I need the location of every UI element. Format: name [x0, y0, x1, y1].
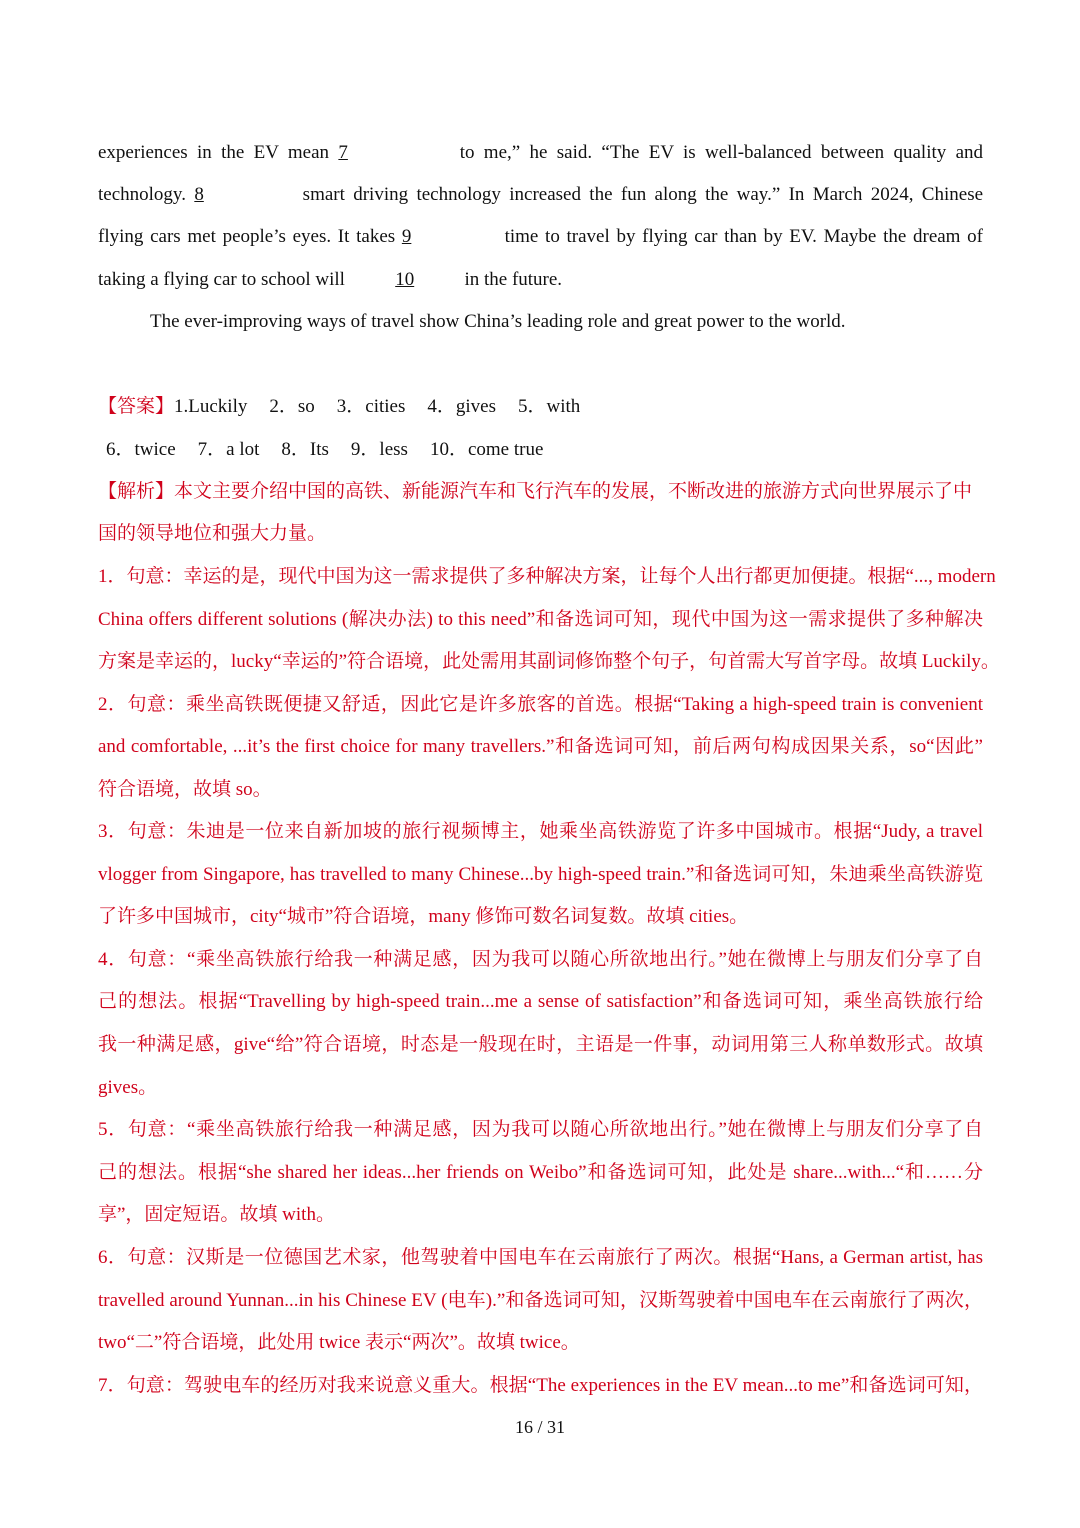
- analysis-line-8: 符合语境，故填 so。: [98, 779, 272, 800]
- answer-item: 7．a lot: [197, 439, 260, 460]
- analysis-line-10: vlogger from Singapore, has travelled to many Chinese...by high-speed train.”和备选词可知，朱迪乘坐高铁游览: [98, 864, 983, 885]
- analysis-text: 本文主要介绍中国的高铁、新能源汽车和飞行汽车的发展，不断改进的旅游方式向世界展示了中: [174, 481, 973, 502]
- analysis-line-9: 3．句意：朱迪是一位来自新加坡的旅行视频博主，她乘坐高铁游览了许多中国城市。根据“Judy, a travel: [98, 821, 983, 842]
- answer-item: 5．with: [518, 396, 581, 417]
- analysis-line-4: China offers different solutions (解决办法) to this need”和备选词可知，现代中国为这一需求提供了多种解决: [98, 609, 983, 630]
- answer-item: 2．so: [269, 396, 315, 417]
- passage-line-3: [98, 225, 983, 249]
- analysis-line-5: 方案是幸运的，lucky“幸运的”符合语境，此处需用其副词修饰整个句子，句首需大写首字母。故填 Luckily。: [98, 651, 1000, 672]
- answer-item: 3．cities: [336, 396, 406, 417]
- answer-item: 10．come true: [429, 439, 544, 460]
- analysis-line-17: 己的想法。根据“she shared her ideas...her friends on Weibo”和备选词可知，此处是 share...with...“和……分: [98, 1162, 983, 1183]
- answers-label: 【答案】: [98, 396, 175, 417]
- answers-row-2: [106, 438, 565, 462]
- answer-item: 8．Its: [281, 439, 329, 460]
- passage-text: flying cars met people’s eyes. It takes: [98, 226, 396, 247]
- passage-text: to me,” he said. “The EV is well-balanced between quality and: [459, 142, 984, 163]
- analysis-line-6: 2．句意：乘坐高铁既便捷又舒适，因此它是许多旅客的首选。根据“Taking a high-speed train is convenient: [98, 694, 983, 715]
- page-number: 16 / 31: [514, 1417, 565, 1437]
- analysis-line-20: travelled around Yunnan...in his Chinese EV (电车).”和备选词可知，汉斯驾驶着中国电车在云南旅行了两次，: [98, 1290, 983, 1311]
- analysis-line-13: 己的想法。根据“Travelling by high-speed train...me a sense of satisfaction”和备选词可知，乘坐高铁旅行给: [98, 991, 983, 1012]
- analysis-line-7: and comfortable, ...it’s the first choice for many travellers.”和备选词可知，前后两句构成因果关系，so“因此”: [98, 736, 983, 757]
- analysis-line-1: [98, 480, 983, 504]
- analysis-line-12: 4．句意：“乘坐高铁旅行给我一种满足感，因为我可以随心所欲地出行。”她在微博上与朋友们分享了自: [98, 949, 983, 970]
- analysis-line-14: 我一种满足感，give“给”符合语境，时态是一般现在时，主语是一件事，动词用第三人称单数形式。故填: [98, 1034, 983, 1055]
- analysis-line-16: 5．句意：“乘坐高铁旅行给我一种满足感，因为我可以随心所欲地出行。”她在微博上与朋友们分享了自: [98, 1119, 983, 1140]
- analysis-line-2: 国的领导地位和强大力量。: [98, 523, 327, 544]
- blank-9: 9: [401, 226, 412, 247]
- answer-item: 9．less: [350, 439, 408, 460]
- analysis-line-18: 享”，固定短语。故填 with。: [98, 1204, 335, 1225]
- answer-item: 4．gives: [427, 396, 496, 417]
- passage-text: technology.: [98, 184, 186, 205]
- passage-text: experiences in the EV mean: [98, 142, 330, 163]
- analysis-line-11: 了许多中国城市，city“城市”符合语境，many 修饰可数名词复数。故填 cities。: [98, 906, 749, 927]
- analysis-line-15: gives。: [98, 1077, 158, 1098]
- blank-10: 10: [395, 269, 415, 290]
- analysis-line-22: 7．句意：驾驶电车的经历对我来说意义重大。根据“The experiences in the EV mean...to me”和备选词可知，: [98, 1375, 983, 1396]
- blank-8: 8: [194, 184, 204, 205]
- passage-line-5: The ever-improving ways of travel show China’s leading role and great power to the world.: [150, 311, 846, 332]
- passage-line-4: [98, 268, 562, 292]
- passage-text: smart driving technology increased the fun along the way.” In March 2024, Chinese: [302, 184, 984, 205]
- analysis-line-3: 1．句意：幸运的是，现代中国为这一需求提供了多种解决方案，让每个人出行都更加便捷。根据“..., modern: [98, 566, 996, 587]
- answer-item: 1.Luckily: [174, 396, 248, 417]
- answers-row-1: [98, 395, 602, 419]
- analysis-line-21: two“二”符合语境，此处用 twice 表示“两次”。故填 twice。: [98, 1332, 580, 1353]
- passage-text: taking a flying car to school will: [98, 269, 345, 290]
- passage-line-2: [98, 183, 983, 207]
- passage-line-1: [98, 141, 983, 165]
- answer-item: 6．twice: [106, 439, 176, 460]
- blank-7: 7: [338, 142, 348, 163]
- passage-text: in the future.: [464, 269, 563, 290]
- analysis-line-19: 6．句意：汉斯是一位德国艺术家，他驾驶着中国电车在云南旅行了两次。根据“Hans, a German artist, has: [98, 1247, 983, 1268]
- analysis-label: 【解析】: [98, 481, 175, 502]
- passage-text: time to travel by flying car than by EV. Maybe the dream of: [504, 226, 983, 247]
